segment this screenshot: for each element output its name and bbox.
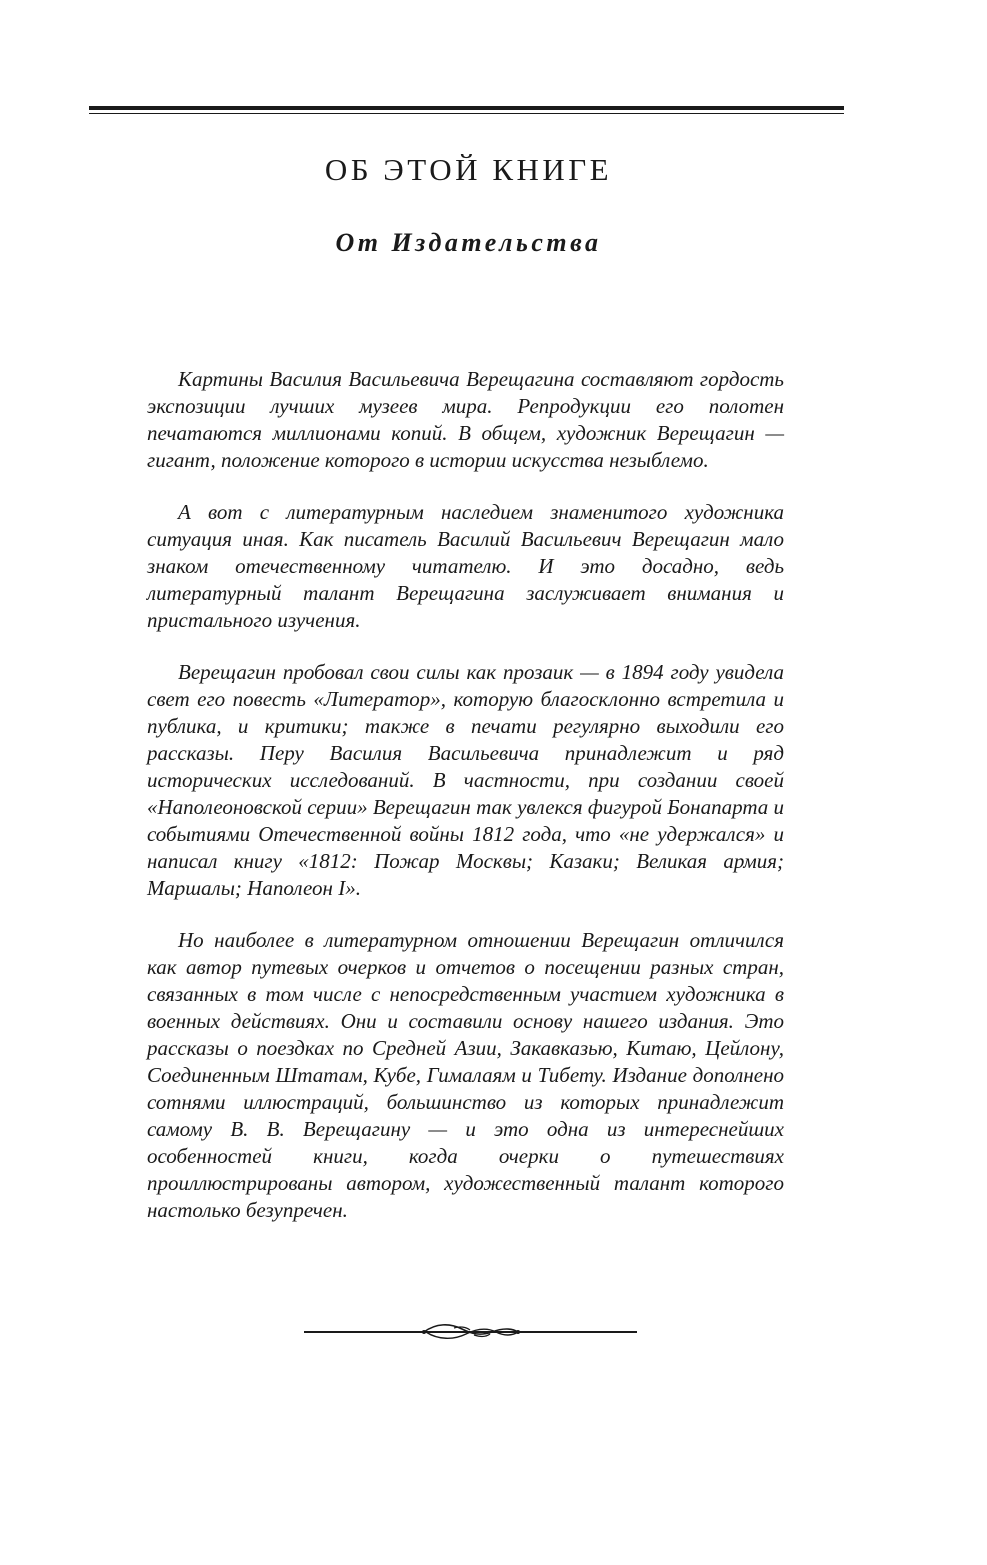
header-double-rule [89, 106, 844, 115]
scroll-flourish-icon [304, 1320, 637, 1344]
header-rule-thin [89, 113, 844, 114]
paragraph-1: Картины Василия Васильевича Верещагина составляют гордость экспозиции лучших музеев мира. Репродукции его полотен печатаются миллионами копий. В общем, художник Верещагин — гигант, положение которого в истории искусства незыблемо. [147, 367, 784, 472]
page-title: ОБ ЭТОЙ КНИГЕ [324, 152, 613, 187]
paragraph-3: Верещагин пробовал свои силы как прозаик — в 1894 году увидела свет его повесть «Литератор», которую благосклонно встретила и публика, и критики; также в печати регулярно выходили его рассказы. Перу Василия Васильевича принадлежит и ряд исторических исследований. В частности, при создании своей «Наполеоновской серии» Верещагин так увлекся фигурой Бонапарта и событиями Отечественной войны 1812 года, что «не удержался» и написал книгу «1812: Пожар Москвы; Казаки; Великая армия; Маршалы; Наполеон I». [147, 660, 784, 900]
paragraph-2: А вот с литературным наследием знаменитого художника ситуация иная. Как писатель Василий Васильевич Верещагин мало знаком отечественному читателю. И это досадно, ведь литературный талант Верещагина заслуживает внимания и пристального изучения. [147, 500, 784, 632]
body-text [147, 366, 784, 1249]
paragraph-4: Но наиболее в литературном отношении Верещагин отличился как автор путевых очерков и отчетов о посещении разных стран, связанных в том числе с непосредственным участием художника в военных действиях. Они и составили основу нашего издания. Это рассказы о поездках по Средней Азии, Закавказью, Китаю, Цейлону, Соединенным Штатам, Кубе, Гималаям и Тибету. Издание дополнено сотнями иллюстраций, большинство из которых принадлежит самому В. В. Верещагину — и это одна из интереснейших особенностей книги, когда очерки о путешествиях проиллюстрированы автором, художественный талант которого настолько безупречен. [147, 928, 784, 1222]
header-rule-thick [89, 106, 844, 110]
page-subtitle: От Издательства [335, 228, 602, 257]
